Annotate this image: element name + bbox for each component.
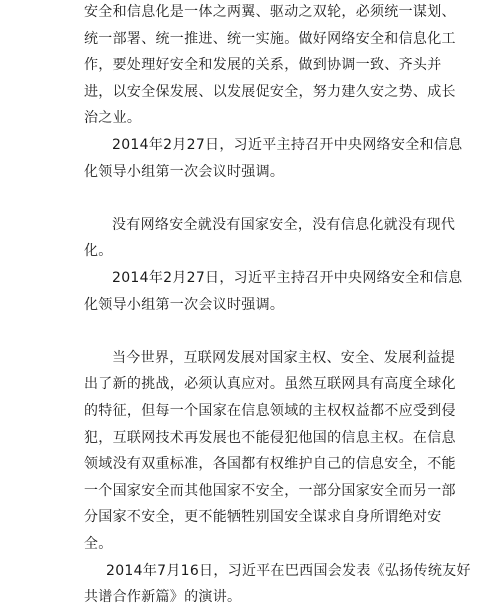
paragraph-3-line-1: 当今世界，互联网发展对国家主权、安全、发展利益提 bbox=[112, 350, 456, 366]
paragraph-1-line-1: 安全和信息化是一体之两翼、驱动之双轮，必须统一谋划、 bbox=[84, 4, 456, 20]
paragraph-3-line-8: 全。 bbox=[84, 536, 113, 552]
paragraph-1-line-5: 治之业。 bbox=[84, 110, 142, 126]
source-3-line-1: 2014年7月16日，习近平在巴西国会发表《弘扬传统友好 bbox=[106, 563, 471, 579]
paragraph-3-line-5: 领域没有双重标准，各国都有权维护自己的信息安全，不能 bbox=[84, 456, 456, 472]
paragraph-3-line-7: 分国家不安全，更不能牺牲别国安全谋求自身所谓绝对安 bbox=[84, 509, 442, 525]
paragraph-1-line-4: 进，以安全保发展、以发展促安全，努力建久安之势、成长 bbox=[84, 84, 456, 100]
paragraph-1-line-2: 统一部署、统一推进、统一实施。做好网络安全和信息化工 bbox=[84, 31, 456, 47]
source-1-line-1: 2014年2月27日，习近平主持召开中央网络安全和信息 bbox=[112, 137, 463, 153]
source-2-line-1: 2014年2月27日，习近平主持召开中央网络安全和信息 bbox=[112, 270, 463, 286]
paragraph-3-line-6: 一个国家安全而其他国家不安全，一部分国家安全而另一部 bbox=[84, 483, 456, 499]
paragraph-2-line-2: 化。 bbox=[84, 243, 113, 259]
paragraph-1-line-3: 作，要处理好安全和发展的关系，做到协调一致、齐头并 bbox=[84, 57, 442, 73]
source-3-line-2: 共谱合作新篇》的演讲。 bbox=[84, 589, 242, 605]
paragraph-3-line-4: 犯，互联网技术再发展也不能侵犯他国的信息主权。在信息 bbox=[84, 430, 456, 446]
paragraph-3-line-3: 的特征，但每一个国家在信息领域的主权权益都不应受到侵 bbox=[84, 403, 456, 419]
source-2-line-2: 化领导小组第一次会议时强调。 bbox=[84, 297, 285, 313]
paragraph-2-line-1: 没有网络安全就没有国家安全，没有信息化就没有现代 bbox=[112, 217, 456, 233]
paragraph-3-line-2: 出了新的挑战，必须认真应对。虽然互联网具有高度全球化 bbox=[84, 376, 456, 392]
source-1-line-2: 化领导小组第一次会议时强调。 bbox=[84, 164, 285, 180]
